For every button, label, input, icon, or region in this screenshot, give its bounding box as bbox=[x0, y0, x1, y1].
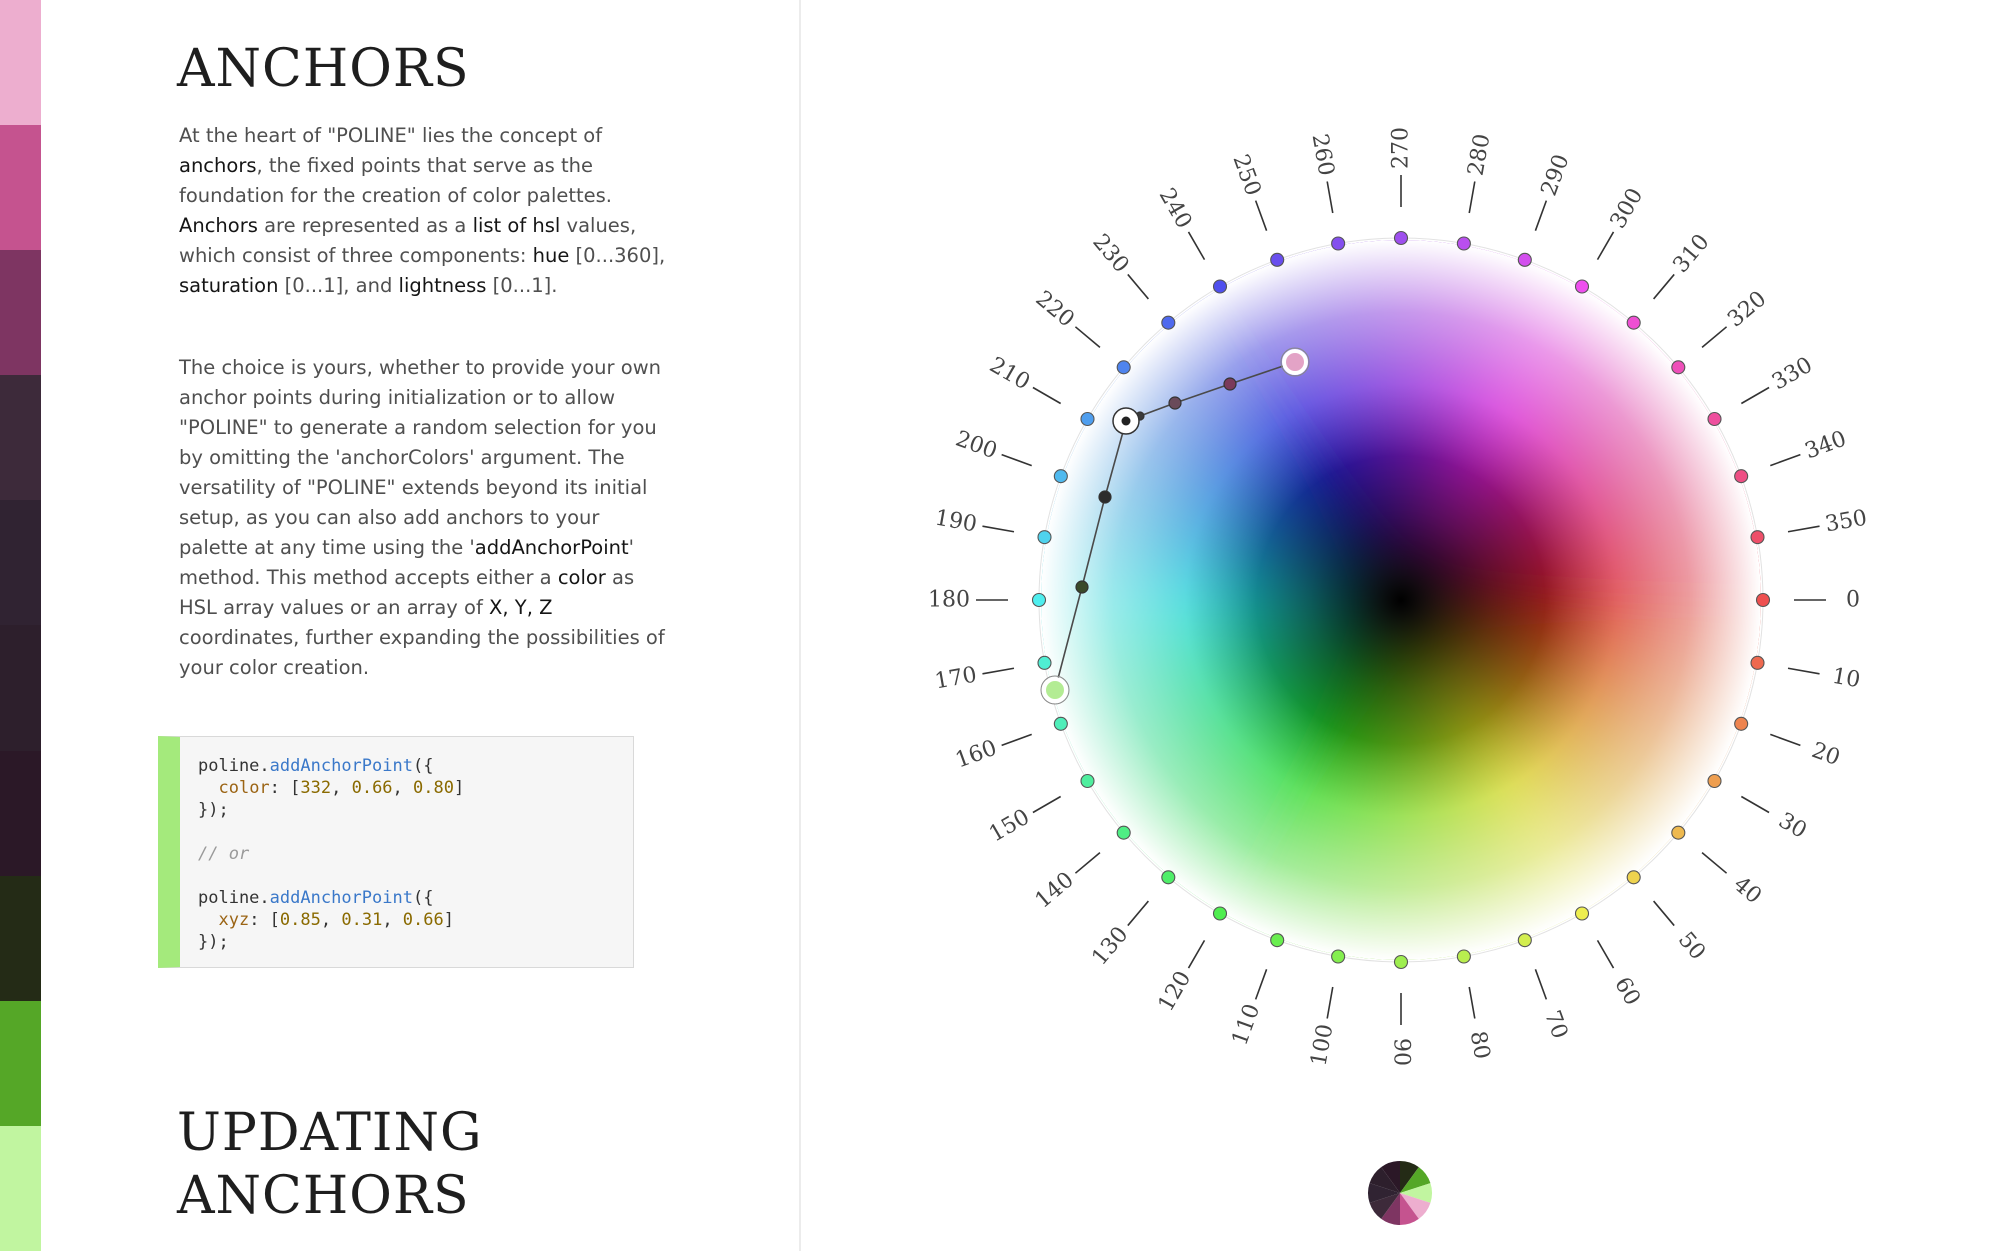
hue-tick bbox=[1535, 201, 1546, 231]
anchors-intro-paragraph bbox=[179, 121, 669, 301]
hue-dot[interactable] bbox=[1576, 280, 1589, 293]
palette-swatch[interactable] bbox=[0, 1126, 41, 1251]
text-run: [0...360], bbox=[569, 244, 666, 267]
hue-label: 190 bbox=[933, 505, 979, 538]
palette-point[interactable] bbox=[1099, 491, 1111, 503]
palette-swatch[interactable] bbox=[0, 250, 41, 375]
code-example-block bbox=[158, 736, 634, 968]
hue-dot[interactable] bbox=[1038, 656, 1051, 669]
hue-tick bbox=[1788, 668, 1820, 674]
hue-dot[interactable] bbox=[1757, 594, 1770, 607]
hue-label: 200 bbox=[952, 426, 1001, 465]
code-number: 332 bbox=[300, 778, 332, 798]
text-run: [0...1]. bbox=[486, 274, 558, 297]
hue-label: 160 bbox=[952, 735, 1001, 774]
hue-label: 90 bbox=[1388, 1038, 1414, 1066]
hue-label: 330 bbox=[1768, 352, 1817, 396]
hue-tick bbox=[1598, 940, 1614, 968]
hue-tick bbox=[1469, 987, 1475, 1019]
hue-label: 220 bbox=[1030, 286, 1079, 333]
title-line: ANCHORS bbox=[177, 1166, 470, 1226]
hue-dot[interactable] bbox=[1117, 826, 1130, 839]
hue-label: 250 bbox=[1227, 151, 1266, 200]
palette-swatch[interactable] bbox=[0, 125, 41, 250]
hue-dot[interactable] bbox=[1627, 316, 1640, 329]
palette-swatch[interactable] bbox=[0, 375, 41, 500]
text-run: coordinates, further expanding the possibilities of your color creation. bbox=[179, 626, 665, 679]
hue-label: 300 bbox=[1605, 184, 1649, 233]
hue-label: 70 bbox=[1539, 1007, 1573, 1043]
keyword-anchors: Anchors bbox=[179, 214, 258, 237]
hue-tick bbox=[1741, 388, 1769, 404]
hue-dot[interactable] bbox=[1054, 717, 1067, 730]
hue-dot[interactable] bbox=[1518, 253, 1531, 266]
hue-dot[interactable] bbox=[1332, 237, 1345, 250]
hue-label: 10 bbox=[1830, 663, 1863, 694]
code-number: 0.66 bbox=[351, 778, 393, 798]
hue-tick bbox=[1075, 853, 1100, 874]
hue-label: 0 bbox=[1846, 587, 1860, 613]
code-token: poline bbox=[198, 888, 260, 908]
text-run: , the fixed points that serve as the foundation for the creation of color palettes. bbox=[179, 154, 613, 207]
text-run: are represented as a bbox=[257, 214, 473, 237]
text-run: as HSL array values or an array of bbox=[179, 566, 635, 619]
anchors-detail-paragraph bbox=[179, 353, 669, 683]
hue-dot[interactable] bbox=[1214, 907, 1227, 920]
hue-tick bbox=[1654, 274, 1675, 299]
palette-swatch[interactable] bbox=[0, 1001, 41, 1126]
hue-tick bbox=[982, 668, 1014, 674]
hue-label: 30 bbox=[1774, 808, 1811, 844]
anchor-handle-green[interactable] bbox=[1044, 679, 1066, 701]
text-run: values, which consist of three components: bbox=[179, 214, 637, 267]
hue-tick bbox=[1535, 969, 1546, 999]
palette-swatch[interactable] bbox=[0, 751, 41, 876]
hue-tick bbox=[1002, 734, 1032, 745]
hue-dot[interactable] bbox=[1708, 413, 1721, 426]
code-number: 0.66 bbox=[402, 910, 444, 930]
hue-dot[interactable] bbox=[1332, 950, 1345, 963]
hue-dot[interactable] bbox=[1457, 950, 1470, 963]
hue-dot[interactable] bbox=[1735, 470, 1748, 483]
hue-tick bbox=[1327, 987, 1333, 1019]
hue-dot[interactable] bbox=[1518, 934, 1531, 947]
keyword-list-of-hsl: list of hsl bbox=[472, 214, 561, 237]
anchor-handle-pink[interactable] bbox=[1284, 351, 1306, 373]
hue-tick bbox=[1327, 181, 1333, 213]
hue-tick bbox=[1128, 901, 1149, 926]
title-line: UPDATING bbox=[177, 1103, 483, 1163]
keyword-saturation: saturation bbox=[179, 274, 279, 297]
keyword-hue: hue bbox=[532, 244, 570, 267]
hue-dot[interactable] bbox=[1214, 280, 1227, 293]
palette-swatch[interactable] bbox=[0, 0, 41, 125]
hue-tick bbox=[1128, 274, 1149, 299]
palette-swatch[interactable] bbox=[0, 876, 41, 1001]
hue-label: 270 bbox=[1388, 127, 1414, 169]
hue-tick bbox=[1654, 901, 1675, 926]
hue-tick bbox=[1189, 232, 1205, 260]
code-method: addAnchorPoint bbox=[269, 888, 413, 908]
palette-point[interactable] bbox=[1076, 581, 1088, 593]
section-title-updating-anchors bbox=[177, 1102, 482, 1228]
palette-preview-wheel[interactable] bbox=[1366, 1159, 1434, 1227]
color-wheel-panel bbox=[801, 0, 2000, 1251]
hue-dot[interactable] bbox=[1395, 956, 1408, 969]
hue-label: 350 bbox=[1823, 505, 1869, 538]
text-run: ' method. This method accepts either a bbox=[179, 536, 634, 589]
hue-label: 20 bbox=[1808, 738, 1844, 772]
hue-dot[interactable] bbox=[1735, 717, 1748, 730]
hue-label: 280 bbox=[1463, 132, 1496, 178]
palette-swatch-strip bbox=[0, 0, 41, 1251]
hue-dot[interactable] bbox=[1117, 361, 1130, 374]
hue-dot[interactable] bbox=[1081, 775, 1094, 788]
hue-tick bbox=[1702, 853, 1727, 874]
hue-tick bbox=[1469, 181, 1475, 213]
code-number: 0.85 bbox=[279, 910, 321, 930]
hue-dot[interactable] bbox=[1271, 934, 1284, 947]
code-number: 0.31 bbox=[341, 910, 383, 930]
palette-swatch[interactable] bbox=[0, 625, 41, 750]
hue-dot[interactable] bbox=[1162, 871, 1175, 884]
code-property: xyz bbox=[218, 910, 250, 930]
hue-tick bbox=[1741, 797, 1769, 813]
code-property: color bbox=[218, 778, 270, 798]
hue-tick bbox=[982, 526, 1014, 532]
keyword-lightness: lightness bbox=[398, 274, 487, 297]
hue-label: 320 bbox=[1723, 286, 1772, 333]
hue-dot[interactable] bbox=[1751, 531, 1764, 544]
code-comment: // or bbox=[198, 844, 250, 864]
hue-dot[interactable] bbox=[1271, 253, 1284, 266]
center-handle-dot bbox=[1122, 417, 1131, 426]
hue-label: 140 bbox=[1030, 867, 1079, 914]
hue-tick bbox=[1033, 797, 1061, 813]
hue-tick bbox=[1075, 327, 1100, 348]
hue-tick bbox=[1788, 526, 1820, 532]
keyword-xyz: X, Y, Z bbox=[489, 596, 553, 619]
hue-label: 130 bbox=[1087, 922, 1134, 971]
hue-label: 310 bbox=[1668, 229, 1715, 278]
hue-tick bbox=[1002, 455, 1032, 466]
hue-dot[interactable] bbox=[1672, 361, 1685, 374]
section-title-anchors: ANCHORS bbox=[177, 39, 470, 99]
hue-label: 180 bbox=[928, 587, 970, 613]
hue-dot[interactable] bbox=[1038, 531, 1051, 544]
hue-dot[interactable] bbox=[1708, 775, 1721, 788]
hue-label: 260 bbox=[1306, 132, 1339, 178]
hue-label: 230 bbox=[1087, 229, 1134, 278]
text-run: [0...1], and bbox=[278, 274, 399, 297]
code-token: poline bbox=[198, 756, 260, 776]
content-panel bbox=[41, 0, 799, 1251]
hue-tick bbox=[1189, 940, 1205, 968]
text-run: The choice is yours, whether to provide your own anchor points during initialization or to allow "POLINE" to generate a random selection for you by omitting the 'anchorColors' argument. The versatility of "POLINE" extends beyond its initial setup, as you can also add anchors to your palette at any time using the ' bbox=[179, 356, 661, 559]
code-number: 0.80 bbox=[413, 778, 454, 798]
hue-label: 110 bbox=[1227, 1000, 1266, 1049]
code-listing: poline.addAnchorPoint({ color: [332, 0.66, 0.80] }); // or poline.addAnchorPoint({ xyz: [0.85, 0.31, 0.66] }); bbox=[198, 756, 465, 952]
hue-tick bbox=[1256, 201, 1267, 231]
hue-dot[interactable] bbox=[1672, 826, 1685, 839]
hue-label: 100 bbox=[1306, 1022, 1339, 1068]
palette-point[interactable] bbox=[1169, 397, 1181, 409]
hue-tick bbox=[1770, 455, 1800, 466]
hue-dot[interactable] bbox=[1751, 656, 1764, 669]
hue-label: 290 bbox=[1536, 151, 1575, 200]
palette-point[interactable] bbox=[1224, 378, 1236, 390]
hue-dot[interactable] bbox=[1033, 594, 1046, 607]
hue-dot[interactable] bbox=[1054, 470, 1067, 483]
text-run: At the heart of "POLINE" lies the concept of bbox=[179, 124, 603, 147]
hue-label: 150 bbox=[985, 804, 1034, 848]
palette-swatch[interactable] bbox=[0, 500, 41, 625]
hue-label: 340 bbox=[1801, 426, 1850, 465]
hue-tick bbox=[1033, 388, 1061, 404]
hue-label: 40 bbox=[1728, 871, 1767, 910]
hue-dot[interactable] bbox=[1162, 316, 1175, 329]
hue-tick bbox=[1770, 734, 1800, 745]
hue-label: 50 bbox=[1672, 927, 1711, 966]
hue-label: 170 bbox=[933, 662, 979, 695]
hue-label: 120 bbox=[1153, 967, 1197, 1016]
keyword-anchors: anchors bbox=[179, 154, 257, 177]
hue-dot[interactable] bbox=[1395, 232, 1408, 245]
keyword-addanchorpoint: addAnchorPoint bbox=[474, 536, 629, 559]
hue-tick bbox=[1256, 969, 1267, 999]
wheel-disc[interactable] bbox=[981, 180, 1820, 1019]
hue-tick bbox=[1702, 327, 1727, 348]
hue-dot[interactable] bbox=[1081, 413, 1094, 426]
keyword-color: color bbox=[557, 566, 606, 589]
lightness-overlay bbox=[1041, 240, 1761, 960]
hue-label: 80 bbox=[1464, 1029, 1495, 1062]
hue-dot[interactable] bbox=[1576, 907, 1589, 920]
hue-dot[interactable] bbox=[1627, 871, 1640, 884]
hue-label: 240 bbox=[1153, 184, 1197, 233]
hue-color-wheel[interactable] bbox=[801, 0, 2000, 1251]
hue-label: 60 bbox=[1609, 973, 1645, 1010]
hue-dot[interactable] bbox=[1457, 237, 1470, 250]
hue-label: 210 bbox=[985, 352, 1034, 396]
hue-tick bbox=[1598, 232, 1614, 260]
code-method: addAnchorPoint bbox=[269, 756, 413, 776]
